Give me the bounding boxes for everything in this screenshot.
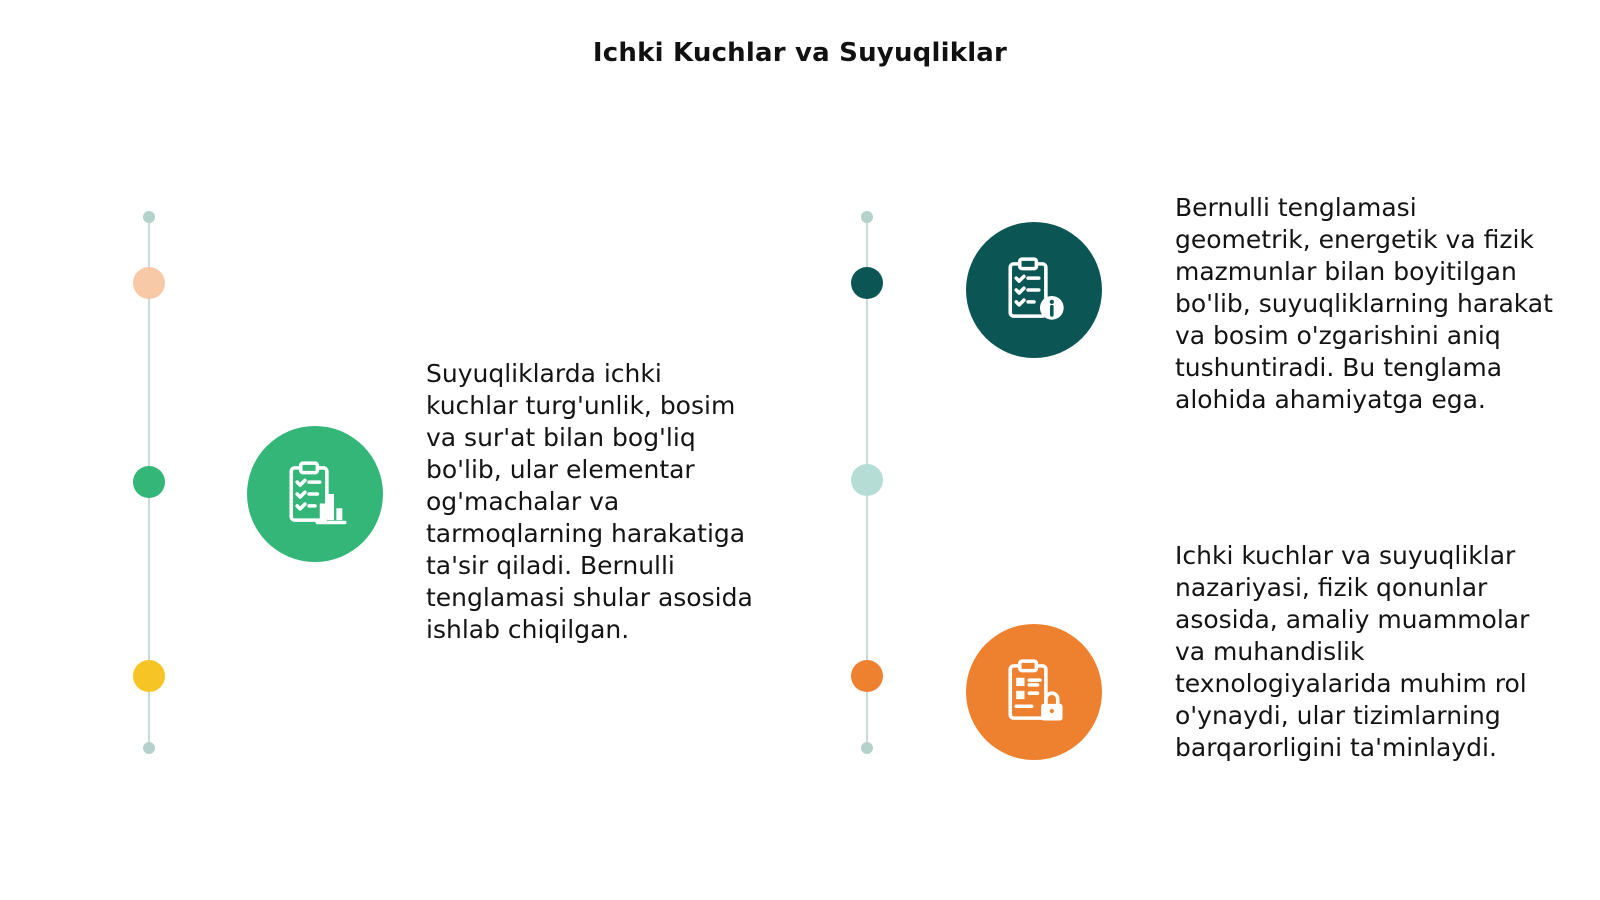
item-3-icon-circle (966, 624, 1102, 760)
left-timeline-node-peach (133, 267, 165, 299)
right-timeline-node-orange (851, 660, 883, 692)
right-timeline-node-teal (851, 267, 883, 299)
left-timeline (129, 210, 169, 760)
right-timeline-bottom-cap (861, 742, 873, 754)
item-1-icon-circle (247, 426, 383, 562)
left-timeline-node-green (133, 466, 165, 498)
item-2-description: Bernulli tenglamasi geometrik, energetik va fizik mazmunlar bilan boyitilgan bo'lib, suyuqliklarning harakat va bosim o'zgarishini aniq tushuntiradi. Bu tenglama alohida ahamiyatga ega. (1175, 193, 1553, 414)
item-1-description: Suyuqliklarda ichki kuchlar turg'unlik, bosim va sur'at bilan bog'liq bo'lib, ular elementar og'machalar va tarmoqlarning harakatiga ta'sir qiladi. Bernulli tenglamasi shular asosida ishlab chiqilgan. (426, 359, 753, 644)
right-timeline-top-cap (861, 211, 873, 223)
clipboard-chart-icon (277, 456, 353, 532)
left-timeline-top-cap (143, 211, 155, 223)
page-title: Ichki Kuchlar va Suyuqliklar (592, 38, 1008, 68)
left-timeline-bottom-cap (143, 742, 155, 754)
clipboard-lock-icon (996, 654, 1072, 730)
item-3-description: Ichki kuchlar va suyuqliklar nazariyasi, fizik qonunlar asosida, amaliy muammolar va muhandislik texnologiyalarida muhim rol o'ynaydi, ular tizimlarning barqarorligini ta'minlaydi. (1175, 541, 1530, 762)
item-2-icon-circle (966, 222, 1102, 358)
left-timeline-node-yellow (133, 660, 165, 692)
clipboard-info-icon (996, 252, 1072, 328)
right-timeline-node-mint (851, 464, 883, 496)
right-timeline (847, 210, 887, 760)
